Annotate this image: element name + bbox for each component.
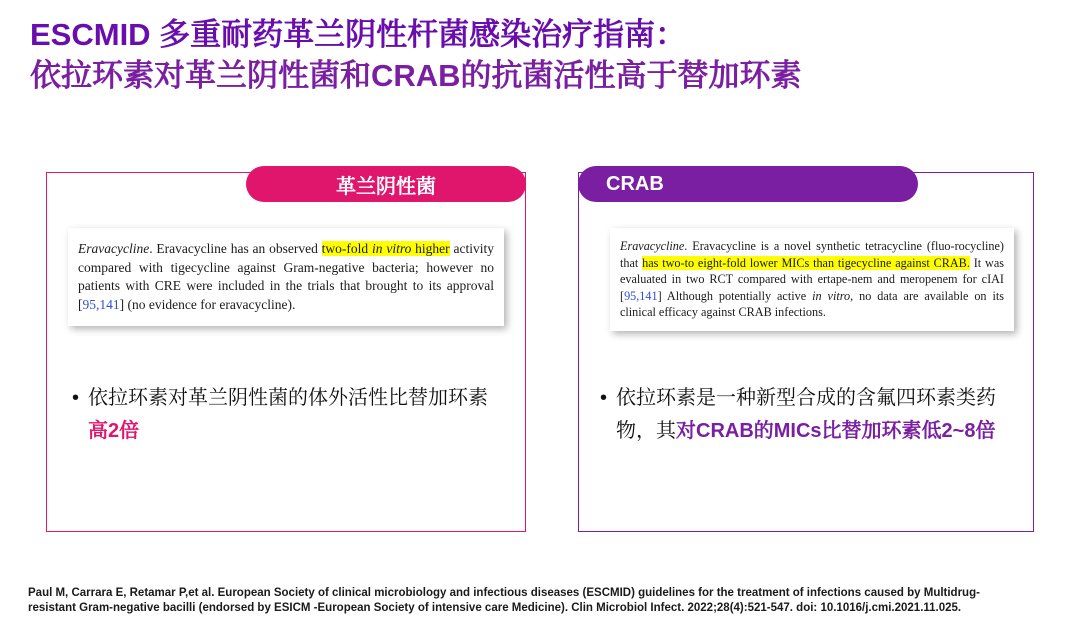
panel-header-gram-negative-label: 革兰阴性菌 xyxy=(336,175,436,198)
bullet-crab-text xyxy=(616,382,1020,448)
bullet-gram-negative-emphasis: 高2倍 xyxy=(88,420,140,442)
excerpt-lead-italic: Eravacycline xyxy=(78,241,150,256)
bullet-gram-negative-text xyxy=(88,382,502,448)
bullet-crab-plain: 依拉环素是一种新型合成的含氟四环素类药物，其 xyxy=(616,387,996,442)
footer-reference-line-2: resistant Gram-negative bacilli (endorsed by ESICM -European Society of intensive care Medicine). Clin Microbiol Infect. 2022;28(4):521-547. doi: 10.1016/j.cmi.2021.11.025. xyxy=(28,602,962,614)
bullet-gram-negative xyxy=(72,382,502,448)
footer-reference-line-1: Paul M, Carrara E, Retamar P,et al. European Society of clinical microbiology and infectious diseases (ESCMID) guidelines for the treatment of infections caused by Multidrug- xyxy=(28,587,980,599)
panel-header-gram-negative xyxy=(246,166,526,202)
panel-crab xyxy=(578,172,1034,532)
panel-header-crab xyxy=(578,166,918,202)
panel-gram-negative xyxy=(46,172,526,532)
excerpt-crab xyxy=(610,228,1014,331)
bullet-crab xyxy=(600,382,1020,448)
page-title-line-1: ESCMID 多重耐药革兰阴性杆菌感染治疗指南： xyxy=(30,17,687,52)
excerpt-gram-negative-text: Eravacycline. Eravacycline has an observed two-fold in vitro higher activity compared with tigecycline against Gram-negative bacteria; however no patients with CRE were included in the trials that brought to its approval [95,141] (no evidence for eravacycline). xyxy=(78,241,494,312)
excerpt-crab-text: Eravacycline. Eravacycline is a novel synthetic tetracycline (fluo-rocycline) that has two-to eight-fold lower MICs than tigecycline against CRAB. It was evaluated in two RCT compared with ertape-nem and meropenem for cIAI [95,141] Although potentially active in vitro, no data are available on its clinical efficacy against CRAB infections. xyxy=(620,239,1004,319)
bullet-crab-emphasis: 对CRAB的MICs比替加环素低2~8倍 xyxy=(676,420,996,442)
bullet-marker: • xyxy=(72,387,80,409)
panel-header-crab-label: CRAB xyxy=(606,172,664,195)
excerpt-lead-italic: Eravacycline xyxy=(620,239,685,253)
bullet-marker: • xyxy=(600,387,608,409)
footer-reference xyxy=(28,586,1052,616)
excerpt-gram-negative xyxy=(68,228,504,326)
page-title-line-2: 依拉环素对革兰阴性菌和CRAB的抗菌活性高于替加环素 xyxy=(30,58,802,93)
page-title xyxy=(30,14,1050,96)
bullet-gram-negative-plain: 依拉环素对革兰阴性菌的体外活性比替加环素 xyxy=(88,387,488,409)
